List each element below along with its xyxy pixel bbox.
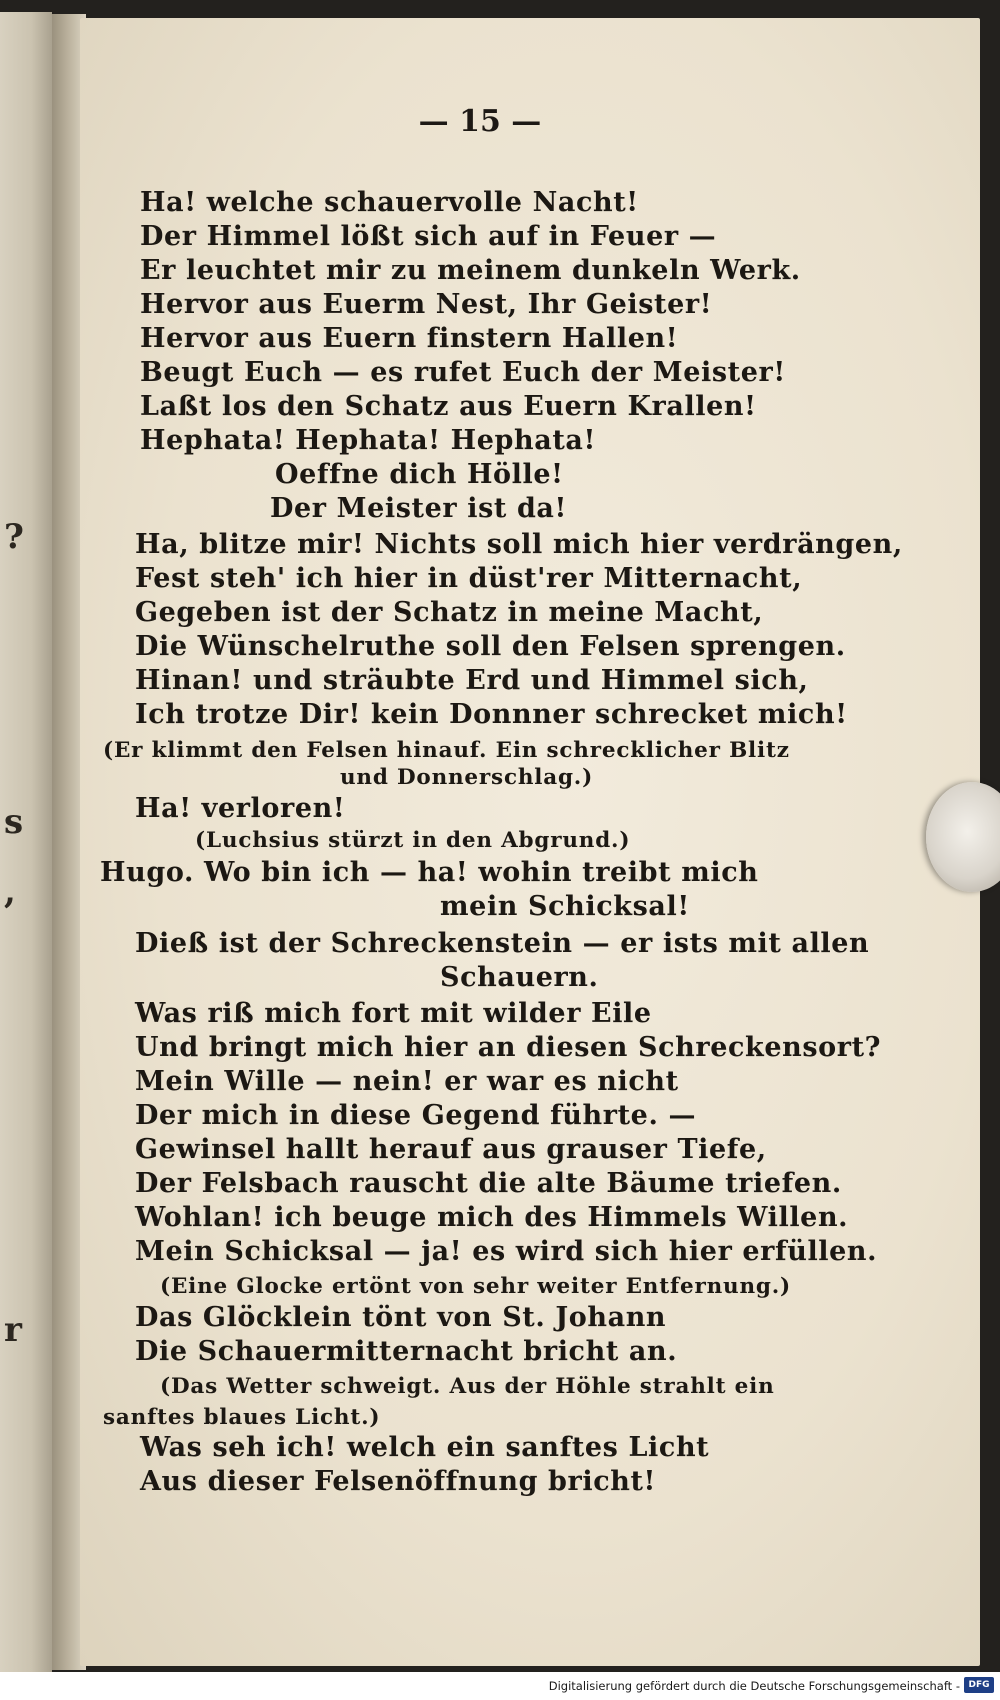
verse-line: Und bringt mich hier an diesen Schreckensort? [135,1032,882,1063]
verse-line: Aus dieser Felsenöffnung bricht! [140,1466,656,1497]
speaker-line: Hugo. Wo bin ich — ha! wohin treibt mich [100,857,759,888]
stage-direction: (Luchsius stürzt in den Abgrund.) [195,828,631,853]
dfg-logo: DFG [964,1677,994,1693]
verse-line: Mein Schicksal — ja! es wird sich hier erfüllen. [135,1236,878,1267]
verse-line: Ich trotze Dir! kein Donnner schrecket mich! [135,699,848,730]
verse-line: Ha, blitze mir! Nichts soll mich hier verdrängen, [135,529,903,560]
left-page-edge [0,12,52,1672]
stage-direction: und Donnerschlag.) [340,765,594,790]
verse-line: Die Wünschelruthe soll den Felsen sprengen. [135,631,846,662]
verse-line: Ha! welche schauervolle Nacht! [140,187,639,218]
verse-line: Ha! verloren! [135,793,346,824]
verse-line: Der Meister ist da! [270,493,567,524]
verse-line: Der mich in diese Gegend führte. — [135,1100,697,1131]
stage-direction: (Er klimmt den Felsen hinauf. Ein schrecklicher Blitz [103,738,790,763]
verse-line: Wohlan! ich beuge mich des Himmels Willen. [135,1202,849,1233]
verse-line: Der Himmel lößt sich auf in Feuer — [140,221,717,252]
verse-line: Fest steh' ich hier in düst'rer Mitternacht, [135,563,803,594]
verse-line: Schauern. [440,962,599,993]
verse-line: Hervor aus Euern finstern Hallen! [140,323,679,354]
verse-line: Hervor aus Euerm Nest, Ihr Geister! [140,289,713,320]
verse-line: Oeffne dich Hölle! [275,459,564,490]
stage-direction: (Das Wetter schweigt. Aus der Höhle strahlt ein [160,1374,775,1399]
footer-credit: Digitalisierung gefördert durch die Deutsche Forschungsgemeinschaft - [548,1679,960,1693]
verse-line: Der Felsbach rauscht die alte Bäume triefen. [135,1168,842,1199]
verse-line: Die Schauermitternacht bricht an. [135,1336,678,1367]
left-edge-char: , [4,872,16,912]
verse-line: Dieß ist der Schreckenstein — er ists mit allen [135,928,870,959]
left-edge-char: s [4,802,24,842]
verse-line: Hinan! und sträubte Erd und Himmel sich, [135,665,809,696]
verse-line: Was riß mich fort mit wilder Eile [135,998,652,1029]
verse-line: Hephata! Hephata! Hephata! [140,425,596,456]
verse-line: Das Glöcklein tönt von St. Johann [135,1302,667,1333]
verse-line: mein Schicksal! [440,891,690,922]
left-edge-char: ? [4,517,24,557]
stage-direction: sanftes blaues Licht.) [103,1405,381,1430]
page-number: — 15 — [418,104,542,139]
verse-line: Gewinsel hallt herauf aus grauser Tiefe, [135,1134,767,1165]
verse-line: Beugt Euch — es rufet Euch der Meister! [140,357,786,388]
verse-line: Er leuchtet mir zu meinem dunkeln Werk. [140,255,801,286]
verse-line: Mein Wille — nein! er war es nicht [135,1066,679,1097]
left-edge-char: r [4,1310,22,1350]
stage-direction: (Eine Glocke ertönt von sehr weiter Entfernung.) [160,1274,792,1299]
verse-line: Was seh ich! welch ein sanftes Licht [140,1432,710,1463]
verse-line: Gegeben ist der Schatz in meine Macht, [135,597,764,628]
verse-line: Laßt los den Schatz aus Euern Krallen! [140,391,757,422]
